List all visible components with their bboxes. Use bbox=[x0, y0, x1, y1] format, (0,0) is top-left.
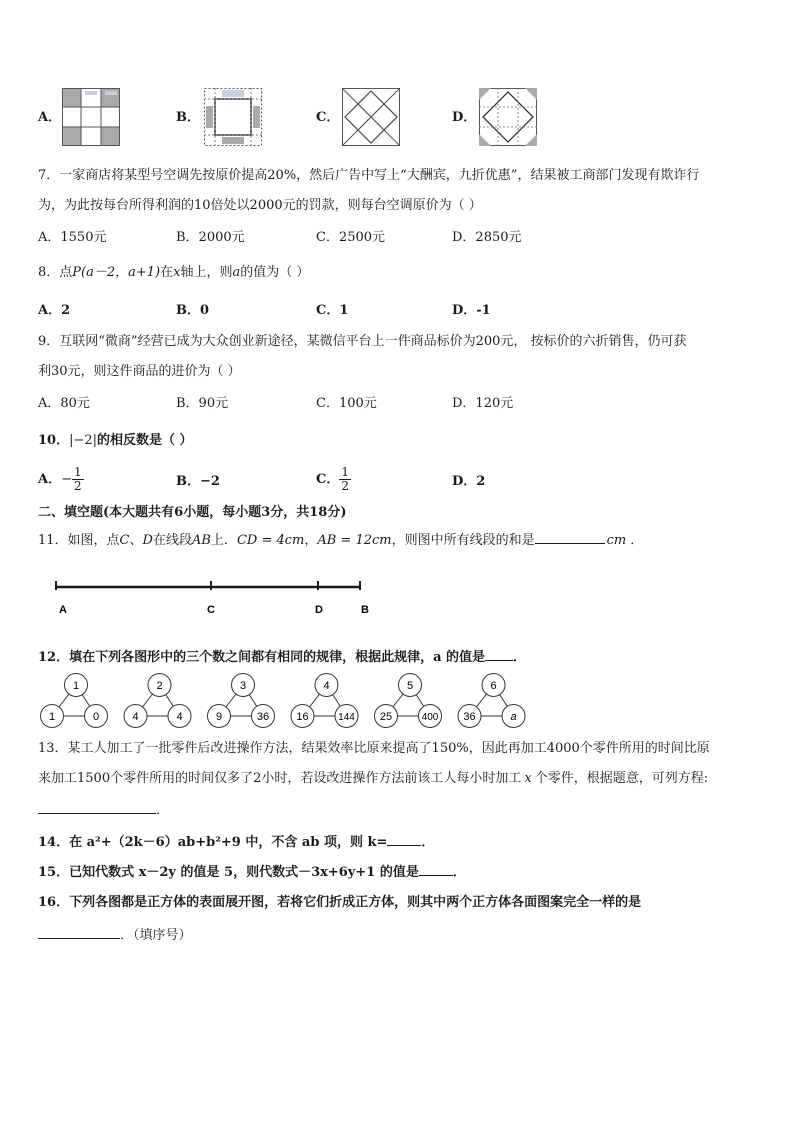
fraction-numerator: 1 bbox=[74, 465, 82, 479]
q13-answer-line bbox=[38, 801, 169, 819]
q15-text: 15．已知代数式 x－2y 的值是 5，则代数式－3x+6y+1 的值是 bbox=[38, 865, 419, 880]
q13-end: ． bbox=[156, 803, 170, 818]
q13-stem-line2 bbox=[38, 771, 708, 787]
q6-figure-c bbox=[342, 88, 400, 146]
q10-option-d: D．2 bbox=[452, 474, 486, 489]
node-value-right: 36 bbox=[256, 711, 270, 723]
point-label-d: D bbox=[315, 604, 323, 616]
fraction-denominator: 2 bbox=[74, 479, 82, 493]
q13-answer-blank[interactable] bbox=[38, 801, 156, 814]
point-label-a: A bbox=[59, 604, 67, 616]
node-value-top: 1 bbox=[72, 680, 80, 692]
q12-figure-6 bbox=[458, 674, 525, 728]
node-value-right: a bbox=[510, 711, 517, 723]
q10-option-a-label: A． bbox=[38, 472, 62, 487]
q7-option-a: A．1550元 bbox=[38, 230, 107, 245]
q11-segment-ab: AB bbox=[191, 533, 211, 548]
q16-answer-line bbox=[38, 926, 192, 944]
node-value-right: 4 bbox=[176, 711, 183, 723]
q12-figure-3 bbox=[208, 674, 275, 728]
q12-stem bbox=[38, 648, 526, 666]
q11-comma: ， bbox=[304, 533, 318, 548]
q10-option-a bbox=[38, 466, 84, 493]
q7-option-c: C．2500元 bbox=[316, 230, 386, 245]
q11-unit: cm bbox=[606, 533, 627, 548]
q12-end: ． bbox=[513, 650, 527, 665]
q6-figure-d bbox=[479, 88, 537, 146]
q16-stem-line1: 16．下列各图都是正方体的表面展开图，若将它们折成正方体，则其中两个正方体各面图案完全一样的是 bbox=[38, 895, 642, 910]
q8-middle2: 轴上，则 bbox=[180, 265, 233, 280]
q7-option-d: D．2850元 bbox=[452, 230, 522, 245]
q9-stem-line2: 利30元，则这件商品的进价为（ ） bbox=[38, 364, 241, 379]
q13-var: x bbox=[524, 771, 532, 786]
q10-option-a-fraction bbox=[72, 466, 84, 493]
q16-end: ．（填序号） bbox=[120, 928, 192, 943]
q11-mid3: ，则图中所有线段的和是 bbox=[391, 533, 535, 548]
q14-end: ． bbox=[421, 835, 435, 850]
q8-option-a: A．2 bbox=[38, 303, 71, 318]
q12-figure-1 bbox=[41, 674, 108, 728]
q11-point-d: D bbox=[142, 533, 153, 548]
q13-line2-b: 个零件，根据题意，可列方程: bbox=[534, 771, 709, 786]
q6-option-c-label: C． bbox=[316, 110, 340, 125]
q10-option-c-fraction bbox=[339, 466, 351, 493]
q15-stem bbox=[38, 863, 466, 881]
q7-stem-line2: 为，为此按每台所得利润的10倍处以2000元的罚款，则每台空调原价为（ ） bbox=[38, 198, 482, 213]
node-value-left: 9 bbox=[215, 711, 223, 723]
q8-suffix: 的值为（ ） bbox=[240, 265, 310, 280]
q11-prefix: 11．如图，点 bbox=[38, 533, 120, 548]
node-value-top: 2 bbox=[156, 680, 163, 692]
node-value-left: 25 bbox=[379, 711, 393, 723]
q11-end: ． bbox=[630, 533, 644, 548]
q9-option-c: C．100元 bbox=[316, 396, 377, 411]
q6-option-d-label: D． bbox=[452, 110, 477, 125]
q11-mid2: 上． bbox=[210, 533, 237, 548]
q8-option-b: B．0 bbox=[176, 303, 210, 318]
q10-option-a-sign: − bbox=[61, 472, 72, 487]
node-value-left: 16 bbox=[296, 711, 309, 723]
q11-eq-cd: CD = 4cm bbox=[236, 533, 305, 548]
q13-stem-line1: 13．某工人加工了一批零件后改进操作方法，结果效率比原来提高了150%，因此再加工4000个零件所用的时间比原 bbox=[38, 741, 710, 756]
q9-stem-line1: 9．互联网“微商”经营已成为大众创业新途径，某微信平台上一件商品标价为200元， 按标价的六折销售，仍可获 bbox=[38, 334, 687, 349]
q9-option-d: D．120元 bbox=[452, 396, 514, 411]
q13-line2-a: 来加工1500个零件所用的时间仅多了2小时，若设改进操作方法前该工人每小时加工 bbox=[38, 771, 522, 786]
q10-suffix: 的相反数是（ ） bbox=[97, 433, 193, 448]
q14-answer-blank[interactable] bbox=[387, 833, 421, 846]
q15-end: ． bbox=[452, 865, 466, 880]
q10-option-b: B．−2 bbox=[176, 474, 220, 489]
q16-answer-blank[interactable] bbox=[38, 926, 120, 939]
q8-middle: 在 bbox=[160, 265, 174, 280]
node-value-top: 4 bbox=[323, 680, 330, 692]
q15-answer-blank[interactable] bbox=[419, 863, 453, 876]
q14-text: 14．在 a²+（2k－6）ab+b²+9 中，不含 ab 项，则 k= bbox=[38, 835, 388, 850]
q9-option-a: A．80元 bbox=[38, 396, 90, 411]
node-value-top: 6 bbox=[490, 680, 497, 692]
q11-stem bbox=[38, 531, 643, 549]
q11-point-c: C bbox=[119, 533, 130, 548]
q6-figure-b bbox=[204, 88, 262, 146]
q10-abs-expression: |−2| bbox=[69, 433, 98, 448]
node-value-right: 400 bbox=[421, 712, 439, 723]
node-value-right: 0 bbox=[92, 711, 100, 723]
q8-axis: x bbox=[173, 265, 181, 280]
q6-option-a-label: A． bbox=[38, 110, 62, 125]
q11-mid: 在线段 bbox=[152, 533, 192, 548]
q8-option-d: D．-1 bbox=[452, 303, 491, 318]
q6-figure-a bbox=[62, 88, 120, 146]
q11-eq-ab: AB = 12cm bbox=[317, 533, 392, 548]
q10-prefix: 10． bbox=[38, 433, 70, 448]
q7-stem-line1: 7．一家商店将某型号空调先按原价提高20%，然后广告中写上“大酬宾，九折优惠”，结果被工商部门发现有欺诈行 bbox=[38, 168, 700, 183]
node-value-left: 4 bbox=[132, 711, 139, 723]
node-value-left: 36 bbox=[463, 711, 476, 723]
q10-option-c bbox=[316, 466, 351, 493]
q8-option-c: C．1 bbox=[316, 303, 349, 318]
q9-option-b: B．90元 bbox=[176, 396, 229, 411]
section-2-heading: 二、填空题(本大题共有6小题，每小题3分，共18分) bbox=[38, 505, 347, 520]
q10-option-c-label: C． bbox=[316, 472, 340, 487]
q12-figure-5 bbox=[375, 674, 442, 728]
q12-figure-4 bbox=[291, 674, 358, 728]
q12-figure-2 bbox=[124, 674, 191, 728]
q12-answer-blank[interactable] bbox=[485, 648, 513, 661]
q11-answer-blank[interactable] bbox=[535, 531, 605, 544]
node-value-top: 3 bbox=[239, 680, 247, 692]
q11-sep: 、 bbox=[129, 533, 143, 548]
q10-stem bbox=[38, 433, 193, 449]
q8-stem bbox=[38, 265, 309, 281]
q8-point: P(a－2，a+1) bbox=[72, 265, 161, 280]
q12-figures bbox=[38, 672, 528, 730]
node-value-top: 5 bbox=[406, 680, 414, 692]
q8-prefix: 8．点 bbox=[38, 265, 73, 280]
q11-segment-figure bbox=[50, 578, 380, 620]
node-value-left: 1 bbox=[48, 711, 56, 723]
q12-text: 12．填在下列各图形中的三个数之间都有相同的规律，根据此规律，a 的值是 bbox=[38, 650, 486, 665]
q7-option-b: B．2000元 bbox=[176, 230, 245, 245]
node-value-right: 144 bbox=[338, 712, 355, 723]
fraction-denominator: 2 bbox=[341, 479, 349, 493]
fraction-numerator: 1 bbox=[341, 465, 349, 479]
q8-var: a bbox=[232, 265, 241, 280]
q6-option-b-label: B． bbox=[176, 110, 200, 125]
point-label-b: B bbox=[361, 604, 369, 616]
q14-stem bbox=[38, 833, 434, 851]
point-label-c: C bbox=[207, 604, 215, 616]
